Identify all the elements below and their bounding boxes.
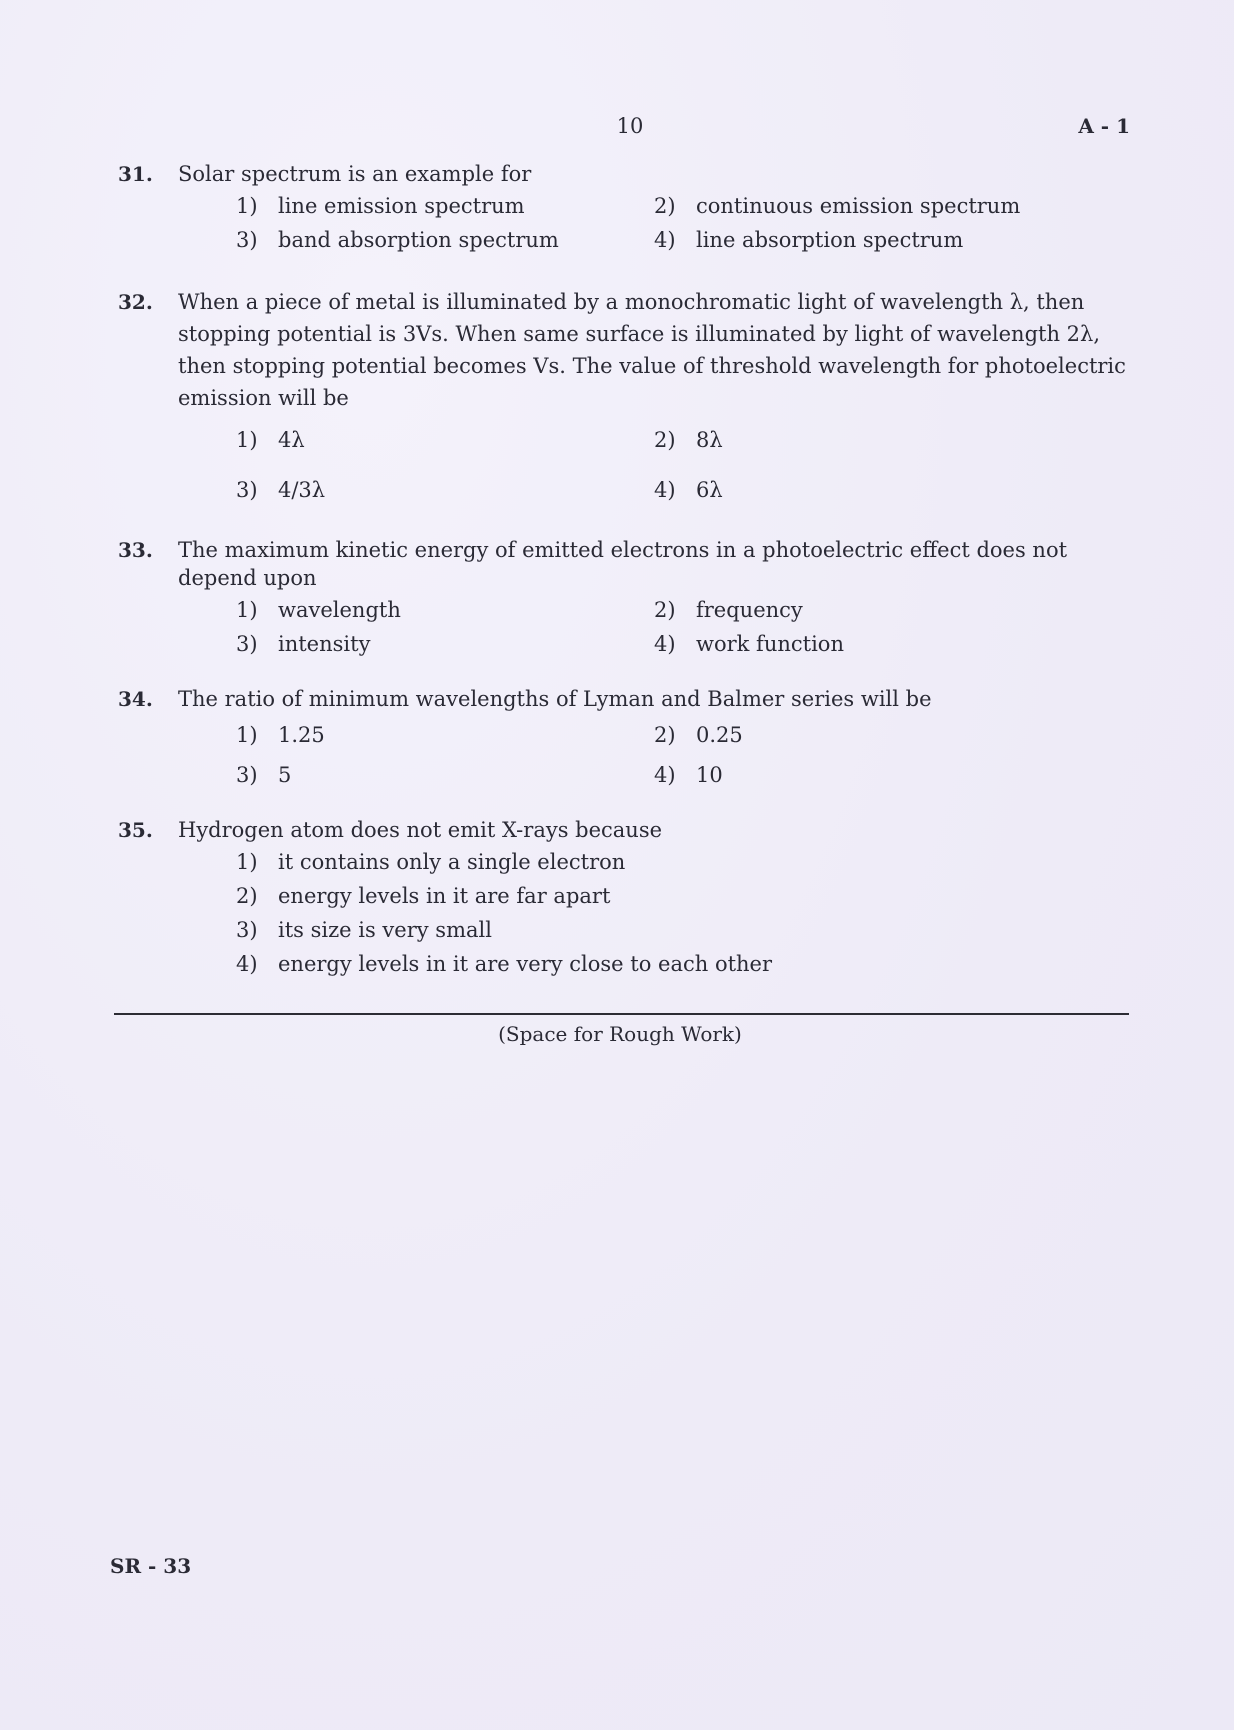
option [654, 630, 1114, 658]
options [236, 192, 1128, 254]
option [654, 474, 1114, 506]
question-32 [118, 286, 1128, 506]
option-text: 10 [696, 763, 723, 787]
option [236, 596, 654, 624]
option [654, 424, 1114, 456]
option-number: 4) [654, 632, 676, 656]
option-text: line emission spectrum [278, 194, 525, 218]
question-number: 34. [118, 687, 153, 711]
option-text: 4/3λ [278, 478, 326, 502]
option-number: 3) [236, 478, 258, 502]
option-number: 1) [236, 598, 258, 622]
option-text: 1.25 [278, 723, 325, 747]
option-number: 3) [236, 228, 258, 252]
option-text: it contains only a single electron [278, 850, 626, 874]
option-number: 2) [654, 723, 676, 747]
option [236, 424, 654, 456]
option-text: continuous emission spectrum [696, 194, 1021, 218]
footer-code: SR - 33 [110, 1554, 192, 1578]
option [236, 721, 654, 749]
option-text: energy levels in it are far apart [278, 884, 611, 908]
question-text: Hydrogen atom does not emit X-rays because [178, 818, 663, 842]
option [236, 226, 654, 254]
option-text: line absorption spectrum [696, 228, 964, 252]
option [236, 630, 654, 658]
option-number: 4) [654, 228, 676, 252]
option [236, 761, 654, 789]
option-number: 2) [654, 598, 676, 622]
question-text: The maximum kinetic energy of emitted electrons in a photoelectric effect does not depend upon [178, 538, 1068, 590]
option [654, 761, 1114, 789]
option-text: band absorption spectrum [278, 228, 559, 252]
option-number: 3) [236, 763, 258, 787]
options [236, 424, 1128, 506]
option-text: 6λ [696, 478, 723, 502]
options [236, 721, 1128, 789]
question-text: The ratio of minimum wavelengths of Lyman and Balmer series will be [178, 687, 932, 711]
option-number: 4) [654, 478, 676, 502]
question-number: 31. [118, 162, 153, 186]
option [236, 882, 936, 910]
rough-work-divider [114, 1013, 1129, 1015]
option-text: intensity [278, 632, 371, 656]
option [654, 721, 1114, 749]
option-number: 3) [236, 632, 258, 656]
question-text: Solar spectrum is an example for [178, 162, 532, 186]
option [654, 596, 1114, 624]
question-text: When a piece of metal is illuminated by a monochromatic light of wavelength λ, then stopping potential is 3Vs. When same surface is illuminated by light of wavelength 2λ, then stopping potential becomes Vs. The value of threshold wavelength for photoelectric emission will be [178, 290, 1126, 410]
question-31 [118, 160, 1128, 254]
option-number: 1) [236, 428, 258, 452]
option-text: frequency [696, 598, 803, 622]
option [654, 192, 1114, 220]
rough-work-label: (Space for Rough Work) [498, 1022, 742, 1046]
option-text: work function [696, 632, 844, 656]
option-number: 1) [236, 850, 258, 874]
options [236, 848, 1128, 978]
option-number: 4) [654, 763, 676, 787]
option-number: 2) [654, 428, 676, 452]
page-number: 10 [616, 114, 644, 138]
option-number: 2) [654, 194, 676, 218]
option-number: 3) [236, 918, 258, 942]
option [236, 916, 936, 944]
question-number: 33. [118, 538, 153, 562]
option-number: 1) [236, 194, 258, 218]
option-number: 1) [236, 723, 258, 747]
question-35 [118, 816, 1128, 978]
options [236, 596, 1128, 658]
option-text: 0.25 [696, 723, 743, 747]
set-code: A - 1 [1078, 114, 1130, 138]
option [236, 950, 936, 978]
option-text: 5 [278, 763, 292, 787]
option-text: wavelength [278, 598, 401, 622]
option [236, 192, 654, 220]
option-text: its size is very small [278, 918, 492, 942]
option-text: 4λ [278, 428, 305, 452]
option-number: 4) [236, 952, 258, 976]
option [236, 474, 654, 506]
question-33 [118, 536, 1128, 658]
option-text: energy levels in it are very close to each other [278, 952, 773, 976]
question-34 [118, 685, 1128, 789]
question-number: 35. [118, 818, 153, 842]
question-number: 32. [118, 290, 153, 314]
option-text: 8λ [696, 428, 723, 452]
option [654, 226, 1114, 254]
option [236, 848, 936, 876]
option-number: 2) [236, 884, 258, 908]
